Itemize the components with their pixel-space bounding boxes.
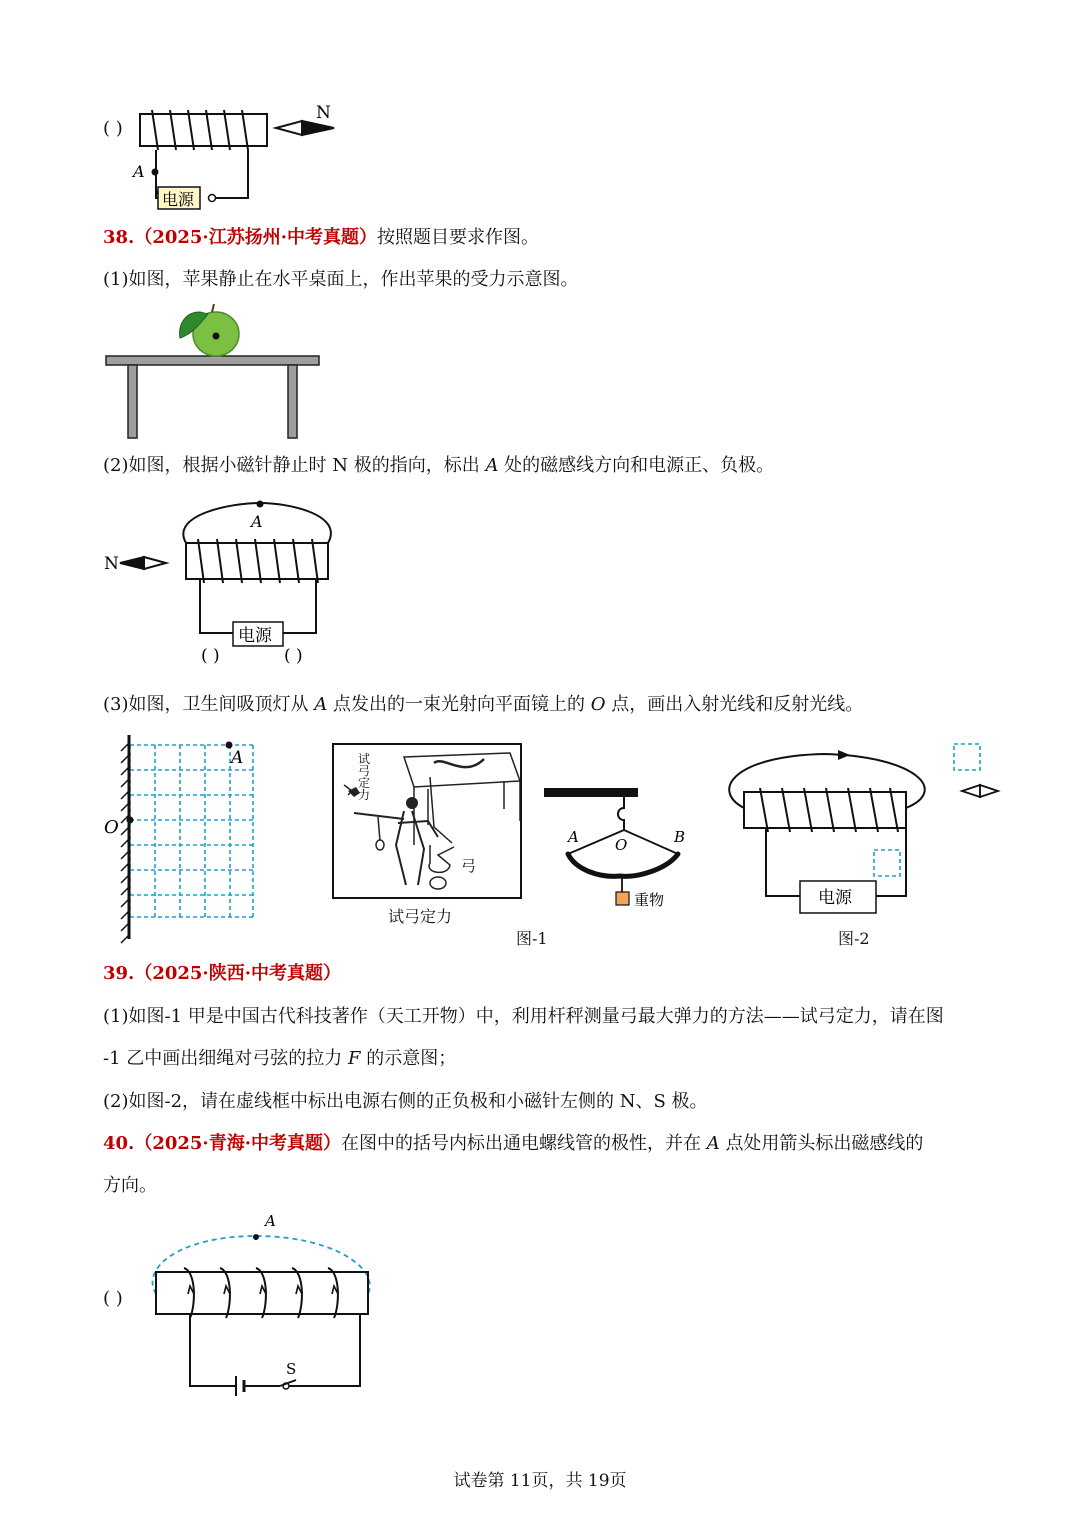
weight-label: 重物 [634, 891, 665, 909]
power-source-label: 电源 [238, 626, 272, 646]
q39-number: 39. [103, 963, 135, 984]
q39-part1-var: F [348, 1048, 361, 1069]
point-o-dot [127, 817, 134, 824]
dashed-answer-box-power [874, 850, 900, 876]
label-a: A [231, 748, 244, 768]
bracket-right: ( ) [284, 646, 303, 666]
label-o: O [615, 836, 628, 854]
point-a-dot [257, 501, 264, 508]
q40-var-a: A [706, 1133, 720, 1154]
q40-line2: 方向。 [103, 1175, 157, 1196]
q38-part1: (1)如图，苹果静止在水平桌面上，作出苹果的受力示意图。 [103, 269, 579, 290]
compass-needle-white-right [980, 785, 998, 797]
q38-part2-text: (2)如图，根据小磁针静止时 N 极的指向，标出 [103, 455, 480, 476]
q38-part3-text: (3)如图，卫生间吸顶灯从 [103, 694, 309, 715]
q39-part2: (2)如图-2，请在虚线框中标出电源右侧的正负极和小磁针左侧的 N、S 极。 [103, 1091, 708, 1112]
power-source-label: 电源 [818, 888, 852, 908]
q40-text-end: 点处用箭头标出磁感线的 [725, 1133, 924, 1154]
label-a: A [568, 828, 579, 846]
switch-label: S [286, 1360, 297, 1378]
label-a: A [265, 1212, 276, 1230]
apple-center-dot [213, 333, 220, 340]
q38-part2-text-end: 处的磁感线方向和电源正、负极。 [504, 455, 775, 476]
q38-part3-text-mid: 点发出的一束光射向平面镜上的 [332, 694, 585, 715]
label-n: N [316, 103, 331, 123]
dashed-answer-box-needle [954, 744, 980, 770]
hook [618, 797, 624, 830]
solenoid-figure-q40 [140, 1208, 390, 1398]
bow [568, 854, 678, 876]
field-arrow [838, 750, 850, 760]
picture-caption: 试弓定力 [388, 907, 453, 926]
solenoid-figure-top [120, 100, 360, 215]
page-footer: 试卷第 11页，共 19页 [453, 1471, 627, 1491]
q40-line1 [103, 1132, 923, 1156]
solenoid-figure-q38 [100, 495, 350, 670]
q38-part3-var-o: O [590, 694, 606, 715]
q38-part2 [103, 454, 774, 478]
compass-needle-black [120, 557, 144, 569]
solenoid-figure-2 [714, 740, 1014, 920]
compass-needle-black [302, 121, 334, 135]
compass-needle-white [276, 121, 302, 135]
compass-needle-white [144, 557, 166, 569]
picture-inscription: 试弓定力 [358, 752, 371, 802]
label-o: O [104, 817, 119, 838]
power-source-label: 电源 [162, 190, 195, 209]
label-a: A [133, 162, 145, 181]
q39-part1-line2 [103, 1047, 456, 1071]
q38-part2-var: A [485, 455, 499, 476]
fig1-caption: 图-1 [516, 929, 548, 948]
current-arrows [188, 1286, 338, 1294]
q38-part3 [103, 693, 863, 717]
q40-number: 40. [103, 1133, 135, 1154]
weight-block [616, 892, 629, 905]
point-a-dot [253, 1234, 259, 1240]
table-top [106, 356, 319, 365]
q40-text: 在图中的括号内标出通电螺线管的极性，并在 [340, 1133, 701, 1154]
table-leg-right [288, 365, 297, 438]
q38-heading [103, 226, 539, 250]
mirror-grid-figure [100, 733, 270, 943]
q39-heading [103, 962, 341, 986]
q38-source: （2025·江苏扬州·中考真题） [134, 227, 377, 248]
table-leg-left [128, 365, 137, 438]
apple-on-table-figure [100, 298, 330, 443]
q40-source: （2025·青海·中考真题） [134, 1133, 341, 1154]
answer-bracket: ( ) [103, 1288, 123, 1309]
q39-part1-line1: (1)如图-1 甲是中国古代科技著作（天工开物）中，利用杆秤测量弓最大弹力的方法——试弓定力，请在图 [103, 1006, 944, 1027]
fig2-caption: 图-2 [838, 929, 870, 948]
q39-source: （2025·陕西·中考真题） [134, 963, 341, 984]
q38-part3-text-end: 点，画出入射光线和反射光线。 [611, 694, 864, 715]
steelyard-rod [544, 788, 638, 797]
label-n: N [104, 554, 119, 574]
q38-part3-var-a: A [314, 694, 328, 715]
q38-number: 38. [103, 227, 135, 248]
label-b: B [674, 828, 686, 846]
q39-part1-text-end: 的示意图； [366, 1048, 457, 1069]
bow-schematic-figure [540, 780, 700, 915]
compass-needle-white [962, 785, 980, 797]
dashed-grid [130, 745, 253, 917]
label-a: A [251, 512, 263, 531]
ancient-picture-frame [332, 743, 522, 899]
field-line [729, 754, 924, 808]
q38-prompt: 按照题目要求作图。 [376, 227, 539, 248]
q39-part1-text: -1 乙中画出细绳对弓弦的拉力 [103, 1048, 343, 1069]
answer-bracket: ( ) [103, 118, 123, 139]
bow-label: 弓 [461, 857, 477, 875]
bracket-left: ( ) [201, 646, 220, 666]
